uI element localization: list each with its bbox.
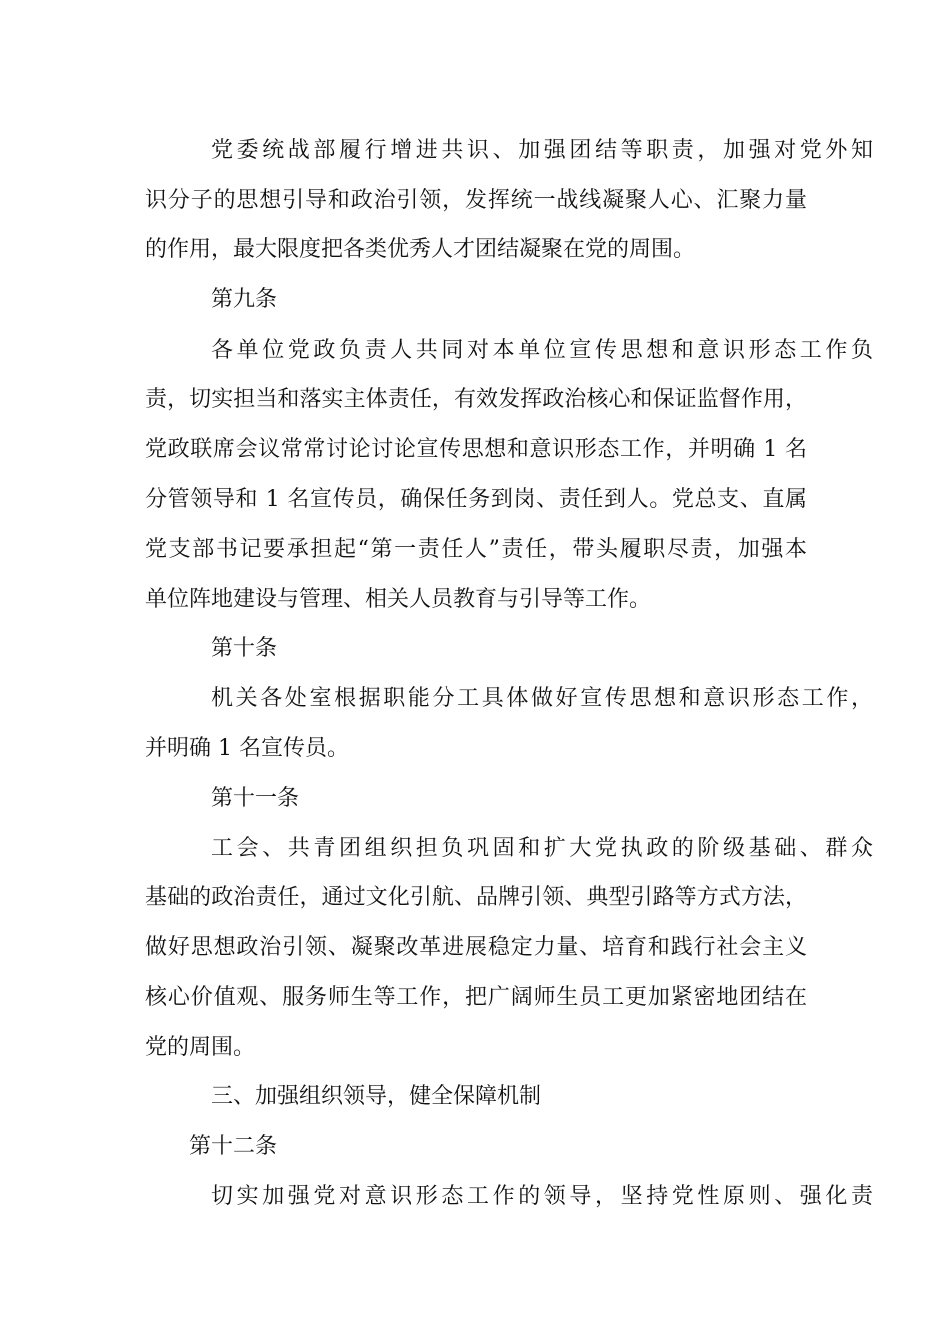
section-heading: 三、加强组织领导，健全保障机制	[211, 1084, 542, 1109]
paragraph-line: 各单位党政负责人共同对本单位宣传思想和意识形态工作负	[211, 338, 873, 363]
paragraph-line: 党支部书记要承担起“第一责任人”责任，带头履职尽责，加强本	[145, 537, 807, 562]
paragraph-line: 基础的政治责任，通过文化引航、品牌引领、典型引路等方式方法，	[145, 885, 807, 910]
paragraph-line: 分管领导和 1 名宣传员，确保任务到岗、责任到人。党总支、直属	[145, 487, 807, 512]
paragraph-line: 党委统战部履行增进共识、加强团结等职责，加强对党外知	[211, 138, 873, 163]
paragraph-line: 工会、共青团组织担负巩固和扩大党执政的阶级基础、群众	[211, 836, 873, 861]
article-heading: 第十一条	[211, 786, 300, 811]
paragraph-line: 核心价值观、服务师生等工作，把广阔师生员工更加紧密地团结在	[145, 985, 807, 1010]
article-heading: 第十条	[211, 636, 278, 661]
paragraph-line: 责，切实担当和落实主体责任，有效发挥政治核心和保证监督作用，	[145, 387, 807, 412]
paragraph-line: 的作用，最大限度把各类优秀人才团结凝聚在党的周围。	[145, 237, 696, 262]
paragraph-line: 机关各处室根据职能分工具体做好宣传思想和意识形态工作，	[211, 686, 873, 711]
article-heading: 第十二条	[189, 1134, 278, 1159]
paragraph-line: 党的周围。	[145, 1035, 256, 1060]
paragraph-line: 识分子的思想引导和政治引领，发挥统一战线凝聚人心、汇聚力量	[145, 188, 807, 213]
article-heading: 第九条	[211, 287, 278, 312]
paragraph-line: 单位阵地建设与管理、相关人员教育与引导等工作。	[145, 587, 652, 612]
paragraph-line: 并明确 1 名宣传员。	[145, 736, 349, 761]
paragraph-line: 党政联席会议常常讨论讨论宣传思想和意识形态工作，并明确 1 名	[145, 437, 807, 462]
paragraph-line: 做好思想政治引领、凝聚改革进展稳定力量、培育和践行社会主义	[145, 935, 807, 960]
paragraph-line: 切实加强党对意识形态工作的领导，坚持党性原则、强化责	[211, 1184, 873, 1209]
